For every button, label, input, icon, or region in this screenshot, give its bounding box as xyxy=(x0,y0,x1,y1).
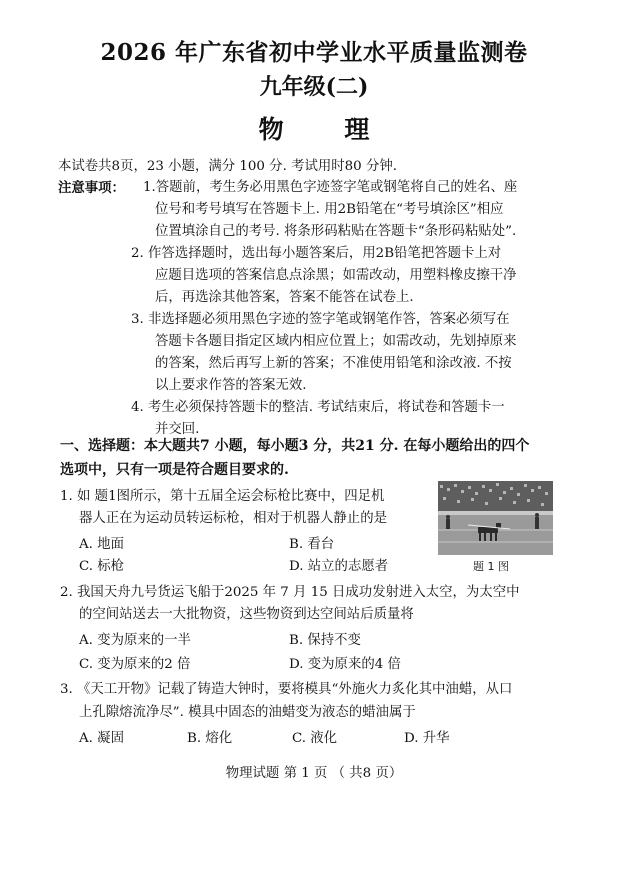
stadium-photo-icon xyxy=(438,481,553,555)
question-2-option-c: C. 变为原来的2 倍 xyxy=(79,657,191,672)
question-1-stem-cont: 器人正在为运动员转运标枪，相对于机器人静止的是 xyxy=(79,511,387,526)
note-line: 答题卡各题目指定区域内相应位置上；如需改动，先划掉原来 xyxy=(155,334,517,349)
question-3-option-b: B. 熔化 xyxy=(187,731,233,746)
question-1-option-c: C. 标枪 xyxy=(79,559,125,574)
note-line: 后，再选涂其他答案，答案不能答在试卷上. xyxy=(155,290,414,305)
figure-caption: 题 1 图 xyxy=(473,560,509,573)
note-line: 3. 非选择题必须用黑色字迹的签字笔或钢笔作答，答案必须写在 xyxy=(131,312,510,327)
question-1-figure xyxy=(438,481,553,555)
question-1-option-a: A. 地面 xyxy=(79,537,124,552)
question-3-option-c: C. 液化 xyxy=(292,731,338,746)
question-2-stem: 2. 我国天舟九号货运飞船于2025 年 7 月 15 日成功发射进入太空，为太空中 xyxy=(60,585,520,600)
question-1-option-b: B. 看台 xyxy=(289,537,335,552)
note-line: 位号和考号填写在答题卡上. 用2B铅笔在“考号填涂区”相应 xyxy=(155,202,504,217)
question-2-option-d: D. 变为原来的4 倍 xyxy=(289,657,401,672)
exam-intro: 本试卷共8页，23 小题，满分 100 分. 考试用时80 分钟. xyxy=(58,159,397,174)
question-3-stem: 3. 《天工开物》记载了铸造大钟时，要将模具“外施火力炙化其中油蜡，从口 xyxy=(60,682,513,697)
question-2-option-b: B. 保持不变 xyxy=(289,633,361,648)
note-line: 的答案，然后再写上新的答案；不准使用铅笔和涂改液. 不按 xyxy=(155,356,512,371)
note-line: 4. 考生必须保持答题卡的整洁. 考试结束后，将试卷和答题卡一 xyxy=(131,400,505,415)
section-heading: 一、选择题：本大题共7 小题，每小题3 分，共21 分. 在每小题给出的四个 xyxy=(60,438,530,454)
page-footer: 物理试题 第 1 页 （ 共8 页） xyxy=(225,766,403,781)
question-1-option-d: D. 站立的志愿者 xyxy=(289,559,389,574)
subject-title: 物 理 xyxy=(258,115,396,144)
notes-label: 注意事项： xyxy=(58,180,125,196)
question-3-stem-cont: 上孔隙熔流净尽”. 模具中固态的油蜡变为液态的蜡油属于 xyxy=(79,705,416,720)
note-line: 位置填涂自己的考号. 将条形码粘贴在答题卡“条形码粘贴处”. xyxy=(155,224,517,239)
note-line: 1.答题前，考生务必用黑色字迹签字笔或钢笔将自己的姓名、座 xyxy=(143,180,518,195)
exam-title: 2026 年广东省初中学业水平质量监测卷 xyxy=(100,39,528,66)
note-line: 2. 作答选择题时，选出每小题答案后，用2B铅笔把答题卡上对 xyxy=(131,246,502,261)
note-line: 应题目选项的答案信息点涂黑；如需改动，用塑料橡皮擦干净 xyxy=(155,268,517,283)
question-2-stem-cont: 的空间站送去一大批物资，这些物资到达空间站后质量将 xyxy=(79,607,414,622)
note-line: 并交回. xyxy=(155,422,200,437)
grade-title: 九年级(二) xyxy=(259,74,369,100)
note-line: 以上要求作答的答案无效. xyxy=(155,378,307,393)
question-3-option-a: A. 凝固 xyxy=(79,731,124,746)
question-3-option-d: D. 升华 xyxy=(404,731,450,746)
question-2-option-a: A. 变为原来的一半 xyxy=(79,633,191,648)
section-heading-cont: 选项中，只有一项是符合题目要求的. xyxy=(60,462,289,478)
question-1-stem: 1. 如 题1图所示，第十五届全运会标枪比赛中，四足机 xyxy=(60,489,385,504)
